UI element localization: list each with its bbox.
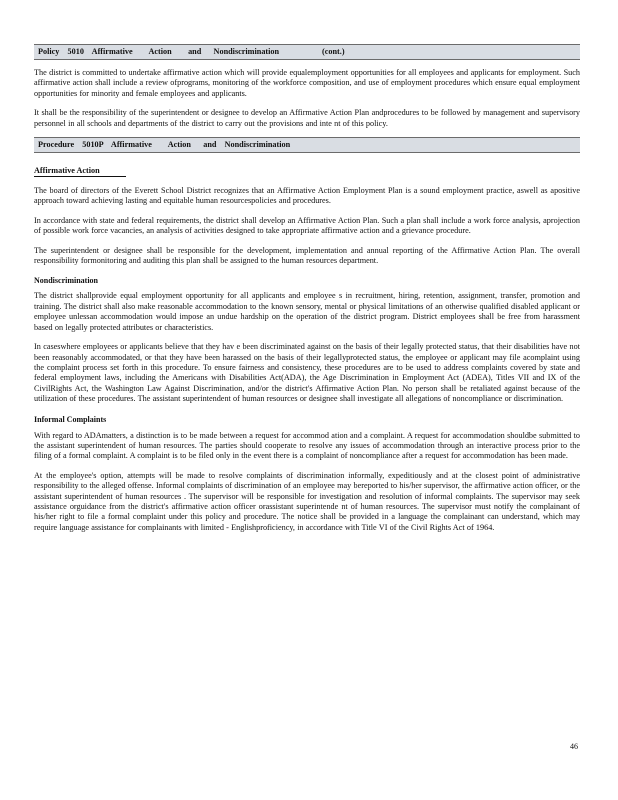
informal-paragraph-2: At the employee's option, attempts will be made to resolve complaints of discrimination informally, expeditiously and at the closest point of administrative responsibility to the alleged offense. Informal complaints of discrimination of an employee may bereported to his/her supervisor, the affirmative action officer, or the assistant superintendent of human resources . The supervisor will be responsible for investigation and resolution of informal complaints. The supervisor may seek assistance orguidance from the district's affirmative action officer orassistant superintende nt of human resources. The supervisor must notify the complainant of his/her right to file a formal complaint under this policy and procedure. The notice shall be provided in a language the complainant can understand, which may require language assistance for complainants with limited - Englishproficiency, in accordance with Title VI of the Civil Rights Act of 1964. [34,470,580,532]
nondiscrimination-heading: Nondiscrimination [34,276,99,286]
nondiscrimination-paragraph-2: In caseswhere employees or applicants believe that they hav e been discriminated against on the basis of their legally protected status, that their disabilities have not been reasonably accommodated, or that they have been harassed on the basis of their legallyprotected status, the employee or applicant may file acomplaint using the complaint process set forth in this procedure. To ensure fairness and consistency, these procedures are to be used to address complaints covered by state and federal employment laws, including the Americans with Disabilities Act(ADA), the Age Discrimination in Employment Act (ADEA), Titles VII and IX of the CivilRights Act, the Washington Law Against Discrimination, and/or the district's Affirmative Action Plan. No person shall be retaliated against because of the utilization of these procedures. The assistant superintendent of human resources or designee shall investigate all allegations of noncompliance or discrimination. [34,342,580,404]
informal-complaints-heading: Informal Complaints [34,414,107,424]
document-page [34,44,580,533]
policy-paragraph-1: The district is committed to undertake affirmative action which will provide equalemployment opportunities for all employees and applicants for employment. Such affirmative action shall include a review ofprograms, monitoring of the workforce composition, and use of employment procedures which ensure equal employment opportunities for minority and female employees and applicants. [34,68,580,98]
affirmative-action-heading: Affirmative Action [34,166,126,177]
affirmative-paragraph-2: In accordance with state and federal requirements, the district shall develop an Affirmative Action Plan. Such a plan shall include a work force analysis, aprojection of possible work force vacancies, an analysis of activities designed to take appropriate affirmative action and a grievance procedure. [34,215,580,236]
policy-paragraph-2: It shall be the responsibility of the superintendent or designee to develop an Affirmative Action Plan andprocedures to be followed by management and supervisory personnel in all schools and departments of the district to carry out the provisions and inte nt of this policy. [34,108,580,128]
nondiscrimination-paragraph-1: The district shallprovide equal employment opportunity for all applicants and employee s in recruitment, hiring, retention, assignment, transfer, promotion and training. The district shall also make reasonable accommodation to the known sensory, mental or physical limitations of an otherwise qualified disabled applicant or employee unlessan accommodation would impose an undue hardship on the operation of the district program. District employees shall be free from harassment based on legally protected attributes or characteristics. [34,291,580,332]
policy-header-bar: Policy 5010 Affirmative Action and Nondiscrimination (cont.) [34,44,580,60]
affirmative-paragraph-3: The superintendent or designee shall be responsible for the development, implementation and annual reporting of the Affirmative Action Plan. The overall responsibility formonitoring and auditing this plan shall be assigned to the human resources department. [34,245,580,266]
procedure-header-bar: Procedure 5010P Affirmative Action and Nondiscrimination [34,137,580,153]
page-number: 46 [570,742,578,751]
informal-paragraph-1: With regard to ADAmatters, a distinction is to be made between a request for accommod ation and a complaint. A request for accommodation shouldbe submitted to the assistant superintendent of human resources. The parties should cooperate to resolve any issues of accommodation through an interactive process prior to the filing of a formal complaint. A complaint is to be filed only in the event there is a complaint of noncompliance after a request for accommodation has been made. [34,430,580,461]
affirmative-paragraph-1: The board of directors of the Everett School District recognizes that an Affirmative Action Employment Plan is a sound employment practice, aswell as apositive approach toward achieving lasting and equitable human resourcespolicies and procedures. [34,186,580,206]
